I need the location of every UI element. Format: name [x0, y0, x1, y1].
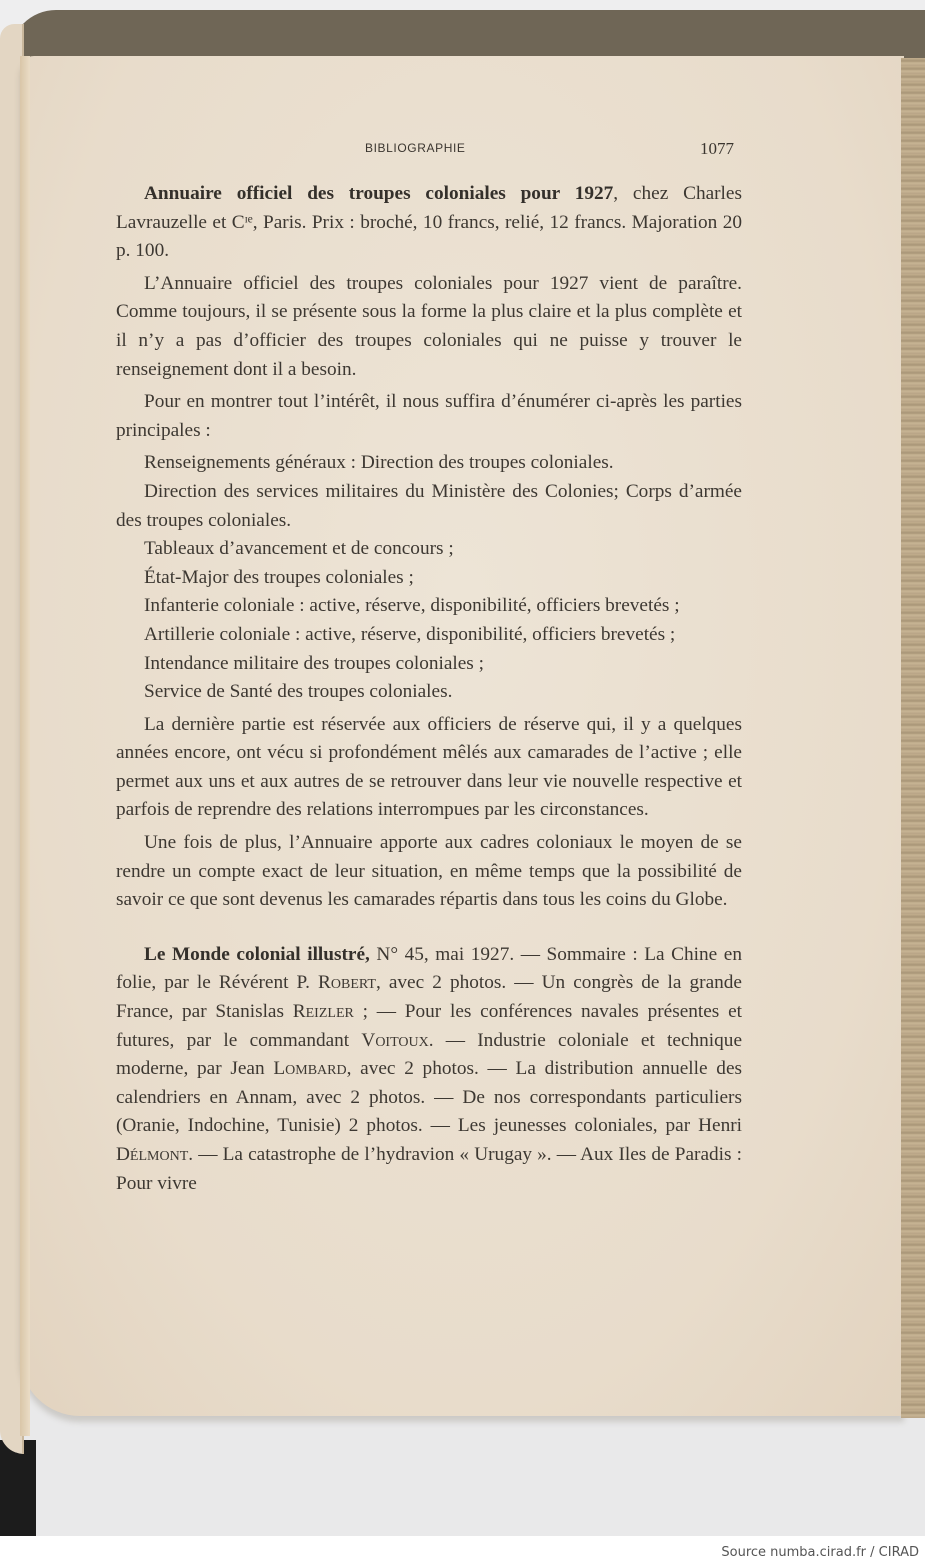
list-item: Direction des services militaires du Ministère des Colonies; Corps d’armée des troupes coloniales. [116, 480, 742, 531]
entry2-text: . — La catastrophe de l’hydravion « Urugay ». — Aux Iles de Paradis : Pour vivre [116, 1144, 742, 1194]
page-body [116, 180, 742, 1198]
entry2-text: , avec 2 photos. — La distribution annuelle des calendriers en Annam, avec 2 photos. — De nos correspondants particuliers (Oranie, Indochine, Tunisie) 2 photos. — Les jeunesses coloniales, par Henri [116, 1058, 742, 1137]
author-name: Robert [318, 972, 376, 994]
page-gutter [20, 56, 30, 1436]
entry2-text: , avec 2 photos. — Un congrès de la grande France, par Stanislas [116, 972, 742, 1023]
paragraph: Pour en montrer tout l’intérêt, il nous suffira d’énumérer ci-après les parties principales : [116, 391, 742, 441]
running-head: BIBLIOGRAPHIE [365, 141, 466, 155]
entry1-citation [116, 180, 742, 266]
source-credit: Source numba.cirad.fr / CIRAD [721, 1545, 919, 1560]
list-item: Renseignements généraux : Direction des troupes coloniales. [144, 452, 614, 474]
book-cover-left [0, 1440, 36, 1536]
author-name: Reizler [292, 1001, 354, 1023]
entry2-text: N° 45, mai 1927. — Sommaire : La Chine en folie, par le Révérent P. [116, 943, 742, 994]
list-item: Tableaux d’avancement et de concours ; [144, 538, 454, 560]
author-name: Délmont [116, 1144, 189, 1165]
entry2-text: ; — Pour les conférences navales présentes et futures, par le commandant [116, 1001, 742, 1051]
entry2-title: Le Monde colonial illustré, [144, 943, 370, 965]
page-header [0, 139, 925, 159]
author-name: Lombard [273, 1058, 347, 1080]
list-item: Infanterie coloniale : active, réserve, disponibilité, officiers brevetés ; [144, 595, 680, 617]
entry1-publisher: , chez Charles Lavrauzelle et Cᶦᵉ, Paris. Prix : broché, 10 francs, relié, 12 francs. Majoration 20 p. 100. [116, 183, 742, 262]
entry2-citation [116, 941, 742, 1198]
list-item: Service de Santé des troupes coloniales. [144, 681, 453, 703]
list-item: Intendance militaire des troupes coloniales ; [144, 652, 484, 674]
entry-separator [116, 915, 742, 941]
list-item: Artillerie coloniale : active, réserve, disponibilité, officiers brevetés ; [144, 623, 676, 645]
paragraph: La dernière partie est réservée aux officiers de réserve qui, il y a quelques années encore, ont vécu si profondément mêlés aux camarades de l’active ; elle permet aux uns et aux autres de se retrouver dans leur vie nouvelle respective et parfois de reprendre des relations interrompues par les circonstances. [116, 713, 742, 821]
page-stack-edge [901, 58, 925, 1418]
list-item: État-Major des troupes coloniales ; [144, 566, 414, 588]
paragraph: L’Annuaire officiel des troupes coloniales pour 1927 vient de paraître. Comme toujours, il se présente sous la forme la plus claire et la plus complète et il n’y a pas d’officier des troupes coloniales qui ne puisse y trouver le renseignement dont il a besoin. [116, 272, 742, 380]
entry2-text: . — Industrie coloniale et technique moderne, par Jean [116, 1029, 743, 1080]
paragraph: Une fois de plus, l’Annuaire apporte aux cadres coloniaux le moyen de se rendre un compte exact de leur situation, en même temps que la possibilité de savoir ce que sont devenus les camarades répartis dans tous les coins du Globe. [116, 832, 742, 911]
entry1-title: Annuaire officiel des troupes coloniales pour 1927 [144, 183, 614, 204]
author-name: Voitoux [361, 1029, 429, 1051]
page-number: 1077 [700, 139, 734, 158]
